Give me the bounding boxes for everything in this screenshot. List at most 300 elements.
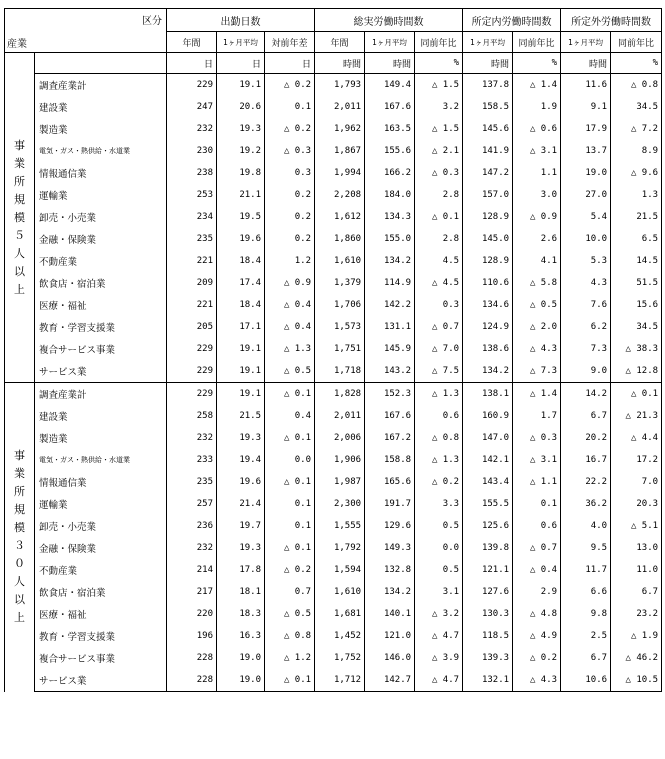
table-cell: 128.9 xyxy=(463,206,513,228)
table-row xyxy=(5,250,662,272)
table-cell: 229 xyxy=(167,383,217,406)
table-cell: 0.6 xyxy=(415,405,463,427)
table-cell: 14.2 xyxy=(561,383,611,406)
table-cell: △ 0.4 xyxy=(513,559,561,581)
table-row xyxy=(5,96,662,118)
table-cell: 7.0 xyxy=(611,471,662,493)
table-cell: △ 1.9 xyxy=(611,625,662,647)
table-cell: 247 xyxy=(167,96,217,118)
industry-name: 製造業 xyxy=(35,427,167,449)
table-cell: 155.6 xyxy=(365,140,415,162)
table-cell: 19.6 xyxy=(217,471,265,493)
table-cell: 21.5 xyxy=(611,206,662,228)
table-cell: 0.2 xyxy=(265,206,315,228)
table-cell: 1,718 xyxy=(315,360,365,383)
industry-name: 電気・ガス・熱供給・水道業 xyxy=(35,140,167,162)
table-cell: 23.2 xyxy=(611,603,662,625)
table-cell: △ 0.2 xyxy=(265,74,315,97)
table-cell: 21.4 xyxy=(217,493,265,515)
table-cell: 209 xyxy=(167,272,217,294)
industry-name: 金融・保険業 xyxy=(35,228,167,250)
table-cell: 1,610 xyxy=(315,581,365,603)
table-cell: 3.0 xyxy=(513,184,561,206)
table-cell: 8.9 xyxy=(611,140,662,162)
table-row xyxy=(5,118,662,140)
table-cell: 4.3 xyxy=(561,272,611,294)
labor-statistics-table xyxy=(4,8,662,692)
sub-header: 1ヶ月平均 xyxy=(217,32,265,53)
industry-name: 情報通信業 xyxy=(35,162,167,184)
table-cell: 2,011 xyxy=(315,405,365,427)
table-cell: 131.1 xyxy=(365,316,415,338)
sub-header: 同前年比 xyxy=(611,32,662,53)
sub-header: 1ヶ月平均 xyxy=(463,32,513,53)
table-cell: 19.1 xyxy=(217,383,265,406)
table-cell: △ 1.2 xyxy=(265,647,315,669)
table-cell: △ 0.1 xyxy=(611,383,662,406)
table-cell: 0.1 xyxy=(513,493,561,515)
table-cell: △ 12.8 xyxy=(611,360,662,383)
table-cell: △ 0.2 xyxy=(415,471,463,493)
table-cell: 142.1 xyxy=(463,449,513,471)
table-cell: 141.9 xyxy=(463,140,513,162)
unit-label: 時間 xyxy=(463,53,513,74)
table-cell: 217 xyxy=(167,581,217,603)
table-cell: 4.1 xyxy=(513,250,561,272)
table-cell: 1,610 xyxy=(315,250,365,272)
table-cell: △ 0.3 xyxy=(415,162,463,184)
group-header-total-hours: 総実労働時間数 xyxy=(315,9,463,32)
table-cell: 0.5 xyxy=(415,515,463,537)
table-cell: △ 4.3 xyxy=(513,669,561,692)
table-cell: 1,962 xyxy=(315,118,365,140)
table-cell: 19.1 xyxy=(217,360,265,383)
table-row xyxy=(5,625,662,647)
table-cell: 155.0 xyxy=(365,228,415,250)
table-row xyxy=(5,537,662,559)
table-cell: △ 0.1 xyxy=(265,669,315,692)
table-cell: 11.7 xyxy=(561,559,611,581)
table-cell: 229 xyxy=(167,360,217,383)
industry-name: 複合サービス事業 xyxy=(35,647,167,669)
table-cell: 145.9 xyxy=(365,338,415,360)
table-cell: △ 2.1 xyxy=(415,140,463,162)
table-cell: 233 xyxy=(167,449,217,471)
table-cell: 142.7 xyxy=(365,669,415,692)
industry-name: 運輸業 xyxy=(35,184,167,206)
table-cell: 19.0 xyxy=(217,647,265,669)
table-cell: 1,987 xyxy=(315,471,365,493)
table-cell: 20.6 xyxy=(217,96,265,118)
table-row xyxy=(5,316,662,338)
table-cell: 110.6 xyxy=(463,272,513,294)
section-label: 事業所規模５人以上 xyxy=(14,138,25,296)
table-row xyxy=(5,559,662,581)
table-row xyxy=(5,405,662,427)
table-cell: 134.2 xyxy=(365,250,415,272)
table-cell: 21.1 xyxy=(217,184,265,206)
industry-name: 情報通信業 xyxy=(35,471,167,493)
table-cell: △ 3.1 xyxy=(513,449,561,471)
unit-label: 時間 xyxy=(561,53,611,74)
table-cell: 0.1 xyxy=(265,96,315,118)
industry-name: 電気・ガス・熱供給・水道業 xyxy=(35,449,167,471)
table-cell: △ 5.1 xyxy=(611,515,662,537)
table-cell: 149.3 xyxy=(365,537,415,559)
table-cell: 235 xyxy=(167,471,217,493)
table-cell: 22.2 xyxy=(561,471,611,493)
table-cell: △ 0.2 xyxy=(265,118,315,140)
table-row xyxy=(5,162,662,184)
group-header-days: 出勤日数 xyxy=(167,9,315,32)
table-cell: 14.5 xyxy=(611,250,662,272)
table-cell: △ 0.4 xyxy=(265,316,315,338)
table-row xyxy=(5,140,662,162)
table-row xyxy=(5,471,662,493)
table-cell: 7.6 xyxy=(561,294,611,316)
table-row xyxy=(5,449,662,471)
table-cell: 191.7 xyxy=(365,493,415,515)
table-cell: 147.2 xyxy=(463,162,513,184)
table-cell: △ 0.9 xyxy=(265,272,315,294)
table-cell: 13.7 xyxy=(561,140,611,162)
table-row xyxy=(5,360,662,383)
table-cell: △ 0.3 xyxy=(513,427,561,449)
table-cell: 2,208 xyxy=(315,184,365,206)
table-cell: △ 9.6 xyxy=(611,162,662,184)
table-cell: 4.5 xyxy=(415,250,463,272)
table-cell: 9.0 xyxy=(561,360,611,383)
table-cell: 3.1 xyxy=(415,581,463,603)
table-cell: △ 0.7 xyxy=(415,316,463,338)
table-cell: 137.8 xyxy=(463,74,513,97)
table-cell: 11.0 xyxy=(611,559,662,581)
table-cell: 19.0 xyxy=(561,162,611,184)
table-cell: △ 1.5 xyxy=(415,74,463,97)
industry-name: 医療・福祉 xyxy=(35,294,167,316)
industry-name: 複合サービス事業 xyxy=(35,338,167,360)
table-cell: 1,706 xyxy=(315,294,365,316)
table-cell: 16.7 xyxy=(561,449,611,471)
table-cell: 125.6 xyxy=(463,515,513,537)
table-row xyxy=(5,427,662,449)
unit-label: 日 xyxy=(265,53,315,74)
table-cell: 149.4 xyxy=(365,74,415,97)
table-cell: 221 xyxy=(167,250,217,272)
table-cell: 158.5 xyxy=(463,96,513,118)
table-cell: △ 0.4 xyxy=(265,294,315,316)
table-cell: 130.3 xyxy=(463,603,513,625)
table-cell: 19.7 xyxy=(217,515,265,537)
table-cell: 220 xyxy=(167,603,217,625)
table-cell: 236 xyxy=(167,515,217,537)
table-cell: 134.3 xyxy=(365,206,415,228)
table-cell: 0.1 xyxy=(265,515,315,537)
table-cell: 235 xyxy=(167,228,217,250)
table-cell: 6.2 xyxy=(561,316,611,338)
table-cell: 3.3 xyxy=(415,493,463,515)
table-cell: 143.4 xyxy=(463,471,513,493)
table-cell: 2,006 xyxy=(315,427,365,449)
table-cell: 121.0 xyxy=(365,625,415,647)
table-cell: 139.3 xyxy=(463,647,513,669)
table-cell: 19.1 xyxy=(217,338,265,360)
table-cell: 1,828 xyxy=(315,383,365,406)
table-cell: 232 xyxy=(167,537,217,559)
industry-name: 製造業 xyxy=(35,118,167,140)
table-cell: △ 0.8 xyxy=(265,625,315,647)
table-cell: 158.8 xyxy=(365,449,415,471)
table-cell: △ 0.8 xyxy=(415,427,463,449)
table-cell: △ 0.1 xyxy=(265,537,315,559)
industry-name: 飲食店・宿泊業 xyxy=(35,272,167,294)
table-cell: 1,681 xyxy=(315,603,365,625)
table-cell: △ 38.3 xyxy=(611,338,662,360)
table-cell: 132.1 xyxy=(463,669,513,692)
table-cell: △ 1.1 xyxy=(513,471,561,493)
table-row xyxy=(5,338,662,360)
table-cell: 17.9 xyxy=(561,118,611,140)
table-cell: △ 1.5 xyxy=(415,118,463,140)
table-cell: 0.3 xyxy=(265,162,315,184)
industry-name: 卸売・小売業 xyxy=(35,206,167,228)
table-cell: 160.9 xyxy=(463,405,513,427)
table-cell: 1,792 xyxy=(315,537,365,559)
table-cell: 17.8 xyxy=(217,559,265,581)
table-cell: 155.5 xyxy=(463,493,513,515)
table-cell: △ 7.5 xyxy=(415,360,463,383)
table-cell: △ 4.9 xyxy=(513,625,561,647)
table-cell: △ 0.1 xyxy=(265,471,315,493)
table-cell: △ 0.5 xyxy=(265,360,315,383)
sub-header: 年間 xyxy=(167,32,217,53)
table-cell: 15.6 xyxy=(611,294,662,316)
table-cell: △ 0.5 xyxy=(513,294,561,316)
table-cell: 129.6 xyxy=(365,515,415,537)
table-cell: 0.1 xyxy=(265,493,315,515)
table-cell: △ 0.7 xyxy=(513,537,561,559)
table-cell: 167.2 xyxy=(365,427,415,449)
table-cell: 0.2 xyxy=(265,184,315,206)
unit-label: % xyxy=(513,53,561,74)
table-row xyxy=(5,581,662,603)
table-row xyxy=(5,515,662,537)
table-cell: 157.0 xyxy=(463,184,513,206)
table-cell: 1,906 xyxy=(315,449,365,471)
table-cell: 232 xyxy=(167,427,217,449)
industry-name: 建設業 xyxy=(35,96,167,118)
table-cell: 0.6 xyxy=(513,515,561,537)
table-row xyxy=(5,74,662,97)
table-cell: △ 2.0 xyxy=(513,316,561,338)
table-cell: 19.0 xyxy=(217,669,265,692)
table-cell: △ 0.8 xyxy=(611,74,662,97)
table-cell: 2.6 xyxy=(513,228,561,250)
table-cell: 18.4 xyxy=(217,250,265,272)
industry-name: 飲食店・宿泊業 xyxy=(35,581,167,603)
sub-header: 同前年比 xyxy=(513,32,561,53)
table-cell: △ 0.2 xyxy=(265,559,315,581)
table-cell: 2.5 xyxy=(561,625,611,647)
unit-label: % xyxy=(611,53,662,74)
table-cell: 34.5 xyxy=(611,316,662,338)
table-cell: 221 xyxy=(167,294,217,316)
table-cell: 2.8 xyxy=(415,228,463,250)
table-cell: △ 10.5 xyxy=(611,669,662,692)
table-row xyxy=(5,647,662,669)
table-cell: 7.3 xyxy=(561,338,611,360)
table-cell: 127.6 xyxy=(463,581,513,603)
table-cell: △ 4.8 xyxy=(513,603,561,625)
table-cell: 238 xyxy=(167,162,217,184)
industry-name: 金融・保険業 xyxy=(35,537,167,559)
table-cell: 51.5 xyxy=(611,272,662,294)
table-cell: 17.4 xyxy=(217,272,265,294)
table-cell: 145.6 xyxy=(463,118,513,140)
table-cell: △ 7.2 xyxy=(611,118,662,140)
table-cell: 134.2 xyxy=(463,360,513,383)
table-cell: 228 xyxy=(167,647,217,669)
table-cell: 10.6 xyxy=(561,669,611,692)
table-cell: 1,594 xyxy=(315,559,365,581)
table-cell: 1,867 xyxy=(315,140,365,162)
table-cell: 232 xyxy=(167,118,217,140)
table-cell: △ 21.3 xyxy=(611,405,662,427)
table-cell: 0.3 xyxy=(415,294,463,316)
table-cell: 21.5 xyxy=(217,405,265,427)
table-row xyxy=(5,228,662,250)
corner-cell xyxy=(5,9,167,53)
table-cell: 17.2 xyxy=(611,449,662,471)
table-cell: 9.8 xyxy=(561,603,611,625)
table-cell: 1,452 xyxy=(315,625,365,647)
table-cell: △ 4.7 xyxy=(415,625,463,647)
section-label-cell xyxy=(5,383,35,692)
table-cell: 1.1 xyxy=(513,162,561,184)
table-cell: △ 0.1 xyxy=(415,206,463,228)
table-cell: 11.6 xyxy=(561,74,611,97)
table-cell: 0.7 xyxy=(265,581,315,603)
table-cell: 6.6 xyxy=(561,581,611,603)
table-body xyxy=(5,53,662,692)
table-row xyxy=(5,206,662,228)
table-cell: △ 0.1 xyxy=(265,383,315,406)
table-cell: 258 xyxy=(167,405,217,427)
table-cell: 2,011 xyxy=(315,96,365,118)
table-cell: 124.9 xyxy=(463,316,513,338)
table-cell: 17.1 xyxy=(217,316,265,338)
unit-label: 日 xyxy=(167,53,217,74)
table-cell: 121.1 xyxy=(463,559,513,581)
table-header xyxy=(5,9,662,53)
table-cell: 143.2 xyxy=(365,360,415,383)
group-header-scheduled-hours: 所定内労働時間数 xyxy=(463,9,561,32)
industry-name: 不動産業 xyxy=(35,250,167,272)
table-cell: 2.9 xyxy=(513,581,561,603)
industry-name: 医療・福祉 xyxy=(35,603,167,625)
table-cell: 229 xyxy=(167,74,217,97)
table-cell: 253 xyxy=(167,184,217,206)
table-cell: 1,555 xyxy=(315,515,365,537)
table-cell: 234 xyxy=(167,206,217,228)
table-cell: 0.5 xyxy=(415,559,463,581)
table-cell: 0.0 xyxy=(415,537,463,559)
table-cell: 3.2 xyxy=(415,96,463,118)
table-cell: 27.0 xyxy=(561,184,611,206)
table-cell: 128.9 xyxy=(463,250,513,272)
kubun-label: 区分 xyxy=(142,16,162,27)
table-cell: △ 3.1 xyxy=(513,140,561,162)
table-cell: 9.1 xyxy=(561,96,611,118)
industry-name: 教育・学習支援業 xyxy=(35,625,167,647)
table-cell: 9.5 xyxy=(561,537,611,559)
table-cell: 230 xyxy=(167,140,217,162)
table-cell: △ 1.3 xyxy=(265,338,315,360)
table-cell: △ 7.3 xyxy=(513,360,561,383)
table-cell: 19.8 xyxy=(217,162,265,184)
table-cell: 2,300 xyxy=(315,493,365,515)
sub-header: 1ヶ月平均 xyxy=(365,32,415,53)
table-cell: 139.8 xyxy=(463,537,513,559)
table-cell: 4.0 xyxy=(561,515,611,537)
unit-label: % xyxy=(415,53,463,74)
table-cell: △ 3.9 xyxy=(415,647,463,669)
industry-name: サービス業 xyxy=(35,360,167,383)
table-cell: △ 1.3 xyxy=(415,383,463,406)
table-cell: 145.0 xyxy=(463,228,513,250)
table-cell: △ 4.3 xyxy=(513,338,561,360)
table-cell: 1.7 xyxy=(513,405,561,427)
industry-name: 調査産業計 xyxy=(35,74,167,97)
table-cell: △ 46.2 xyxy=(611,647,662,669)
sangyo-label: 産業 xyxy=(7,39,27,50)
table-cell: 134.2 xyxy=(365,581,415,603)
table-cell: 257 xyxy=(167,493,217,515)
table-cell: △ 0.2 xyxy=(513,647,561,669)
table-cell: △ 1.3 xyxy=(415,449,463,471)
table-cell: 0.2 xyxy=(265,228,315,250)
table-cell: △ 3.2 xyxy=(415,603,463,625)
table-cell: 138.6 xyxy=(463,338,513,360)
table-cell: 19.3 xyxy=(217,427,265,449)
table-cell: 2.8 xyxy=(415,184,463,206)
table-cell: 1,712 xyxy=(315,669,365,692)
table-cell: 5.4 xyxy=(561,206,611,228)
table-cell: △ 0.9 xyxy=(513,206,561,228)
industry-name: サービス業 xyxy=(35,669,167,692)
unit-label: 日 xyxy=(217,53,265,74)
unit-spacer xyxy=(35,53,167,74)
table-cell: 167.6 xyxy=(365,405,415,427)
table-cell: 10.0 xyxy=(561,228,611,250)
table-cell: 214 xyxy=(167,559,217,581)
table-cell: 184.0 xyxy=(365,184,415,206)
table-cell: 1,379 xyxy=(315,272,365,294)
table-cell: 229 xyxy=(167,338,217,360)
industry-name: 不動産業 xyxy=(35,559,167,581)
table-cell: △ 0.1 xyxy=(265,427,315,449)
industry-name: 建設業 xyxy=(35,405,167,427)
table-cell: 1,793 xyxy=(315,74,365,97)
table-cell: 19.6 xyxy=(217,228,265,250)
table-row xyxy=(5,669,662,692)
table-cell: 18.3 xyxy=(217,603,265,625)
table-cell: 166.2 xyxy=(365,162,415,184)
table-cell: 6.5 xyxy=(611,228,662,250)
sub-header: 年間 xyxy=(315,32,365,53)
table-cell: 13.0 xyxy=(611,537,662,559)
sub-header: 同前年比 xyxy=(415,32,463,53)
